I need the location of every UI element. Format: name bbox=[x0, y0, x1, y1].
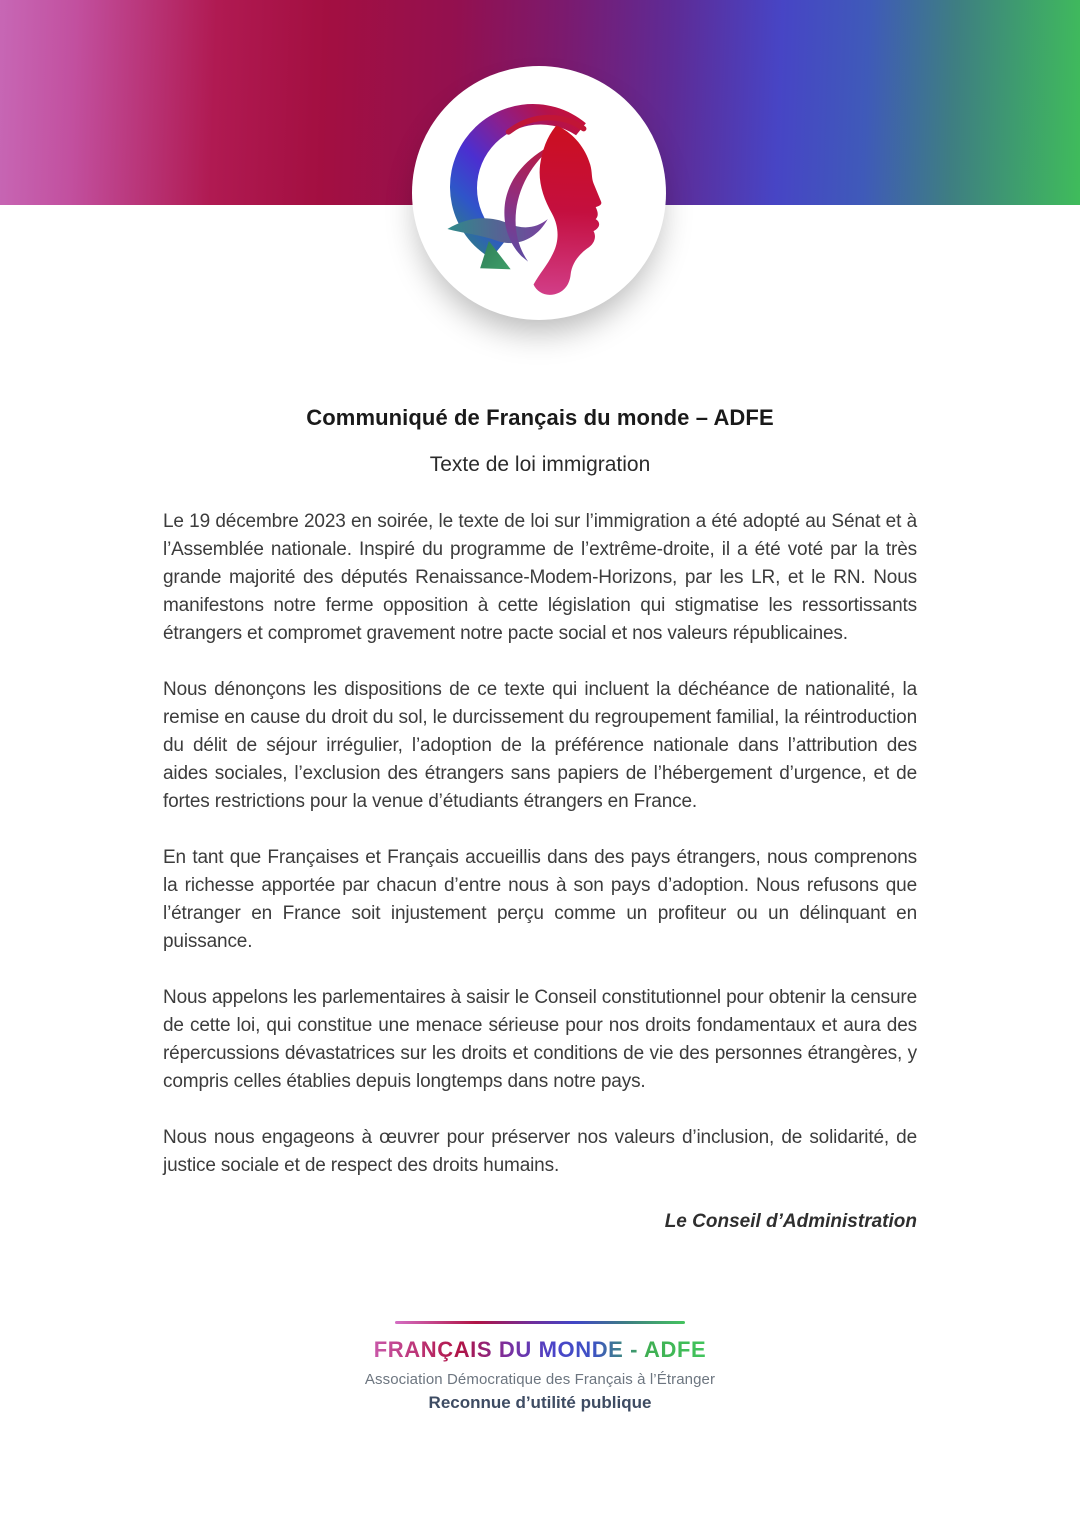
document-body bbox=[163, 405, 917, 1236]
organization-logo-badge bbox=[412, 66, 666, 320]
footer-logo-block bbox=[0, 1321, 1080, 1413]
document-title: Communiqué de Français du monde – ADFE bbox=[306, 405, 774, 430]
paragraph-3: En tant que Françaises et Français accueillis dans des pays étrangers, nous comprenons la richesse apportée par chacun d’entre nous à son pays d’adoption. Nous refusons que l’étranger en France soit injustement perçu comme un profiteur ou un délinquant en puissance. bbox=[163, 847, 917, 952]
footer-org-wordmark: FRANÇAIS DU MONDE - ADFE bbox=[373, 1337, 707, 1362]
footer-org-subtitle: Association Démocratique des Français à l’Étranger bbox=[364, 1371, 716, 1388]
footer-gradient-rule bbox=[395, 1321, 685, 1324]
paragraph-4: Nous appelons les parlementaires à saisir le Conseil constitutionnel pour obtenir la censure de cette loi, qui constitue une menace sérieuse pour nos droits fondamentaux et aura des répercussions dévastatrices sur les droits et conditions de vie des personnes étrangères, y compris celles établies depuis longtemps dans notre pays. bbox=[163, 987, 918, 1092]
paragraph-2: Nous dénonçons les dispositions de ce texte qui incluent la déchéance de nationalité, la remise en cause du droit du sol, le durcissement du regroupement familial, la réintroduction du délit de séjour irrégulier, l’adoption de la préférence nationale dans l’attribution des aides sociales, l’exclusion des étrangers sans papiers de l’hébergement d’urgence, et de fortes restrictions pour la venue d’étudiants étrangers en France. bbox=[163, 679, 917, 812]
document-subtitle: Texte de loi immigration bbox=[429, 453, 651, 476]
footer-org-status: Reconnue d’utilité publique bbox=[428, 1393, 652, 1412]
paragraph-1: Le 19 décembre 2023 en soirée, le texte de loi sur l’immigration a été adopté au Sénat et à l’Assemblée nationale. Inspiré du programme de l’extrême-droite, il a été voté par la très grande majorité des députés Renaissance-Modem-Horizons, par les LR, et le RN. Nous manifestons notre ferme opposition à cette législation qui stigmatise les ressortissants étrangers et compromet gravement notre pacte social et nos valeurs républicaines. bbox=[163, 511, 917, 644]
marianne-profile-logo-icon bbox=[430, 84, 648, 302]
signature: Le Conseil d’Administration bbox=[664, 1211, 917, 1232]
paragraph-5: Nous nous engageons à œuvrer pour préserver nos valeurs d’inclusion, de solidarité, de justice sociale et de respect des droits humains. bbox=[163, 1127, 917, 1176]
